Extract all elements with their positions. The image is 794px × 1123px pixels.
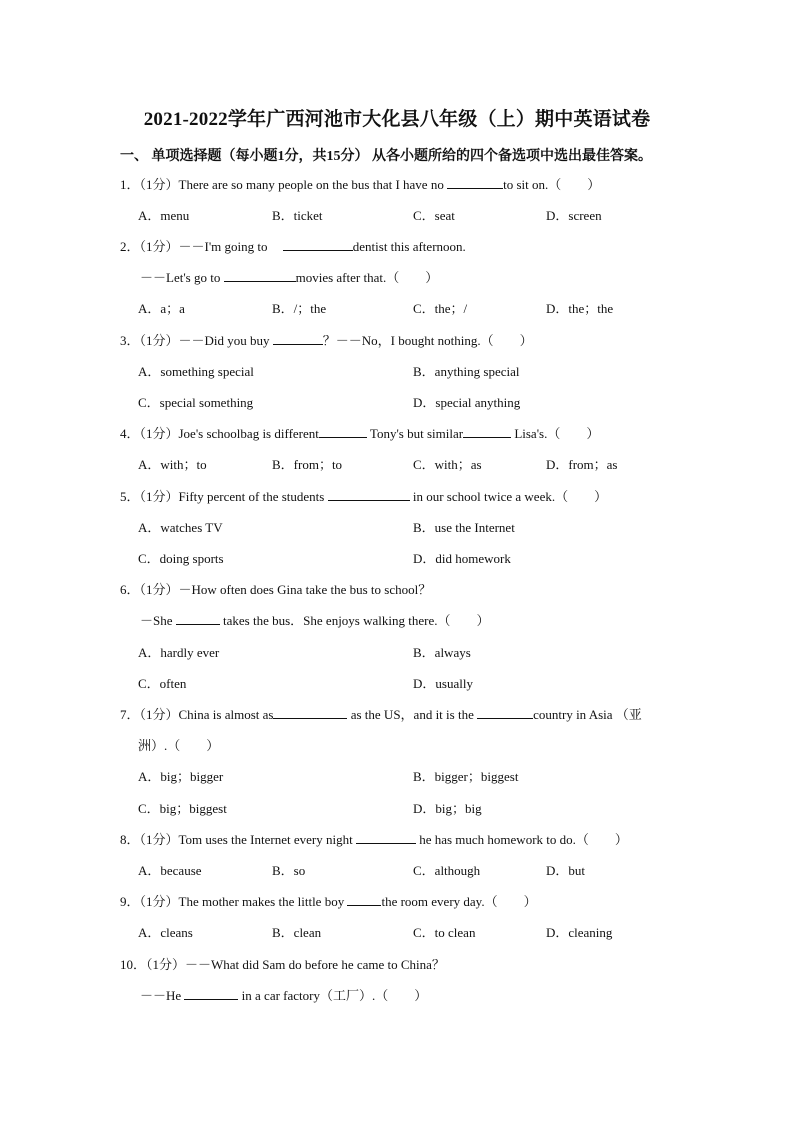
option-d[interactable]: D．from；as <box>546 457 618 472</box>
answer-blank <box>283 238 353 251</box>
question-2-line-2 <box>140 269 438 287</box>
question-text: 6．（1分）－How often does Gina take the bus to school？ <box>120 582 432 597</box>
option-c[interactable]: C．seat <box>413 208 455 223</box>
option-a[interactable]: A．something special <box>138 364 254 379</box>
question-10 <box>120 956 445 974</box>
option-b[interactable]: B．bigger；biggest <box>413 769 519 784</box>
question-6 <box>120 581 431 599</box>
question-4 <box>120 425 599 443</box>
option-c[interactable]: C．the；/ <box>413 301 468 316</box>
answer-blank <box>176 612 220 625</box>
option-c[interactable]: C．often <box>138 676 187 691</box>
question-10-line-2 <box>140 987 427 1005</box>
question-text: takes the bus．She enjoys walking there.（ ） <box>219 613 490 628</box>
option-b[interactable]: B．use the Internet <box>413 520 515 535</box>
question-text: 9．（1分）The mother makes the little boy <box>120 894 348 909</box>
question-text: in a car factory（工厂）.（ ） <box>238 988 428 1003</box>
question-text: Tony's but similar <box>366 426 464 441</box>
option-a[interactable]: A．menu <box>138 208 190 223</box>
option-a[interactable]: A．big；bigger <box>138 769 224 784</box>
question-1 <box>120 176 600 194</box>
option-b[interactable]: B．always <box>413 645 471 660</box>
question-7-line-2 <box>138 737 219 755</box>
question-text: 4．（1分）Joe's schoolbag is different <box>120 426 319 441</box>
question-text: 10．（1分）－－What did Sam do before he came to China？ <box>120 957 445 972</box>
question-text: in our school twice a week.（ ） <box>409 489 608 504</box>
question-text: 8．（1分）Tom uses the Internet every night <box>120 832 356 847</box>
option-d[interactable]: D．cleaning <box>546 925 613 940</box>
question-8 <box>120 831 628 849</box>
question-text: －She <box>140 613 176 628</box>
question-text: －－He <box>140 988 185 1003</box>
section-heading: 一、 单项选择题（每小题1分，共15分） 从各小题所给的四个备选项中选出最佳答案。 <box>120 149 652 164</box>
question-text: Lisa's.（ ） <box>511 426 600 441</box>
question-6-line-2 <box>140 612 489 630</box>
option-c[interactable]: C．with；as <box>413 457 482 472</box>
question-text: movies after that.（ ） <box>295 270 439 285</box>
question-text: as the US，and it is the <box>347 707 478 722</box>
option-a[interactable]: A．cleans <box>138 925 193 940</box>
option-c[interactable]: C．to clean <box>413 925 476 940</box>
answer-blank <box>319 425 367 438</box>
option-c[interactable]: C．although <box>413 863 481 878</box>
answer-blank <box>328 488 410 501</box>
option-d[interactable]: D．big；big <box>413 801 482 816</box>
option-a[interactable]: A．a；a <box>138 301 185 316</box>
option-b[interactable]: B．anything special <box>413 364 520 379</box>
question-2 <box>120 238 466 256</box>
answer-blank <box>224 269 296 282</box>
option-d[interactable]: D．but <box>546 863 586 878</box>
answer-blank <box>273 706 347 719</box>
question-text: －－Let's go to <box>140 270 224 285</box>
option-d[interactable]: D．screen <box>546 208 602 223</box>
answer-blank <box>347 893 381 906</box>
question-text: 7．（1分）China is almost as <box>120 707 274 722</box>
option-a[interactable]: A．because <box>138 863 202 878</box>
question-9 <box>120 893 537 911</box>
option-d[interactable]: D．special anything <box>413 395 521 410</box>
question-text: to sit on.（ ） <box>503 177 601 192</box>
option-c[interactable]: C．big；biggest <box>138 801 227 816</box>
question-text: country in Asia （亚 <box>533 707 642 722</box>
option-a[interactable]: A．watches TV <box>138 520 223 535</box>
question-text: 1．（1分）There are so many people on the bus that I have no <box>120 177 448 192</box>
answer-blank <box>463 425 511 438</box>
option-c[interactable]: C．special something <box>138 395 254 410</box>
question-text: he has much homework to do.（ ） <box>415 832 628 847</box>
question-text: 2．（1分）－－I'm going to <box>120 239 271 254</box>
answer-blank <box>447 176 503 189</box>
option-d[interactable]: D．did homework <box>413 551 511 566</box>
option-a[interactable]: A．with；to <box>138 457 207 472</box>
option-b[interactable]: B．so <box>272 863 306 878</box>
option-d[interactable]: D．usually <box>413 676 473 691</box>
option-b[interactable]: B．/；the <box>272 301 327 316</box>
question-text: ？－－No，I bought nothing.（ ） <box>322 333 533 348</box>
question-text: dentist this afternoon. <box>352 239 466 254</box>
question-text: 5．（1分）Fifty percent of the students <box>120 489 328 504</box>
answer-blank <box>273 332 323 345</box>
question-5 <box>120 488 607 506</box>
question-text: 3．（1分）－－Did you buy <box>120 333 273 348</box>
question-7 <box>120 706 642 724</box>
option-d[interactable]: D．the；the <box>546 301 614 316</box>
option-b[interactable]: B．ticket <box>272 208 323 223</box>
option-c[interactable]: C．doing sports <box>138 551 224 566</box>
question-text: 洲）.（ ） <box>138 738 220 753</box>
option-b[interactable]: B．from；to <box>272 457 343 472</box>
answer-blank <box>356 831 416 844</box>
option-b[interactable]: B．clean <box>272 925 322 940</box>
answer-blank <box>477 706 533 719</box>
answer-blank <box>184 987 238 1000</box>
option-a[interactable]: A．hardly ever <box>138 645 220 660</box>
question-text: the room every day.（ ） <box>381 894 537 909</box>
exam-title: 2021-2022学年广西河池市大化县八年级（上）期中英语试卷 <box>143 109 651 130</box>
question-3 <box>120 332 533 350</box>
